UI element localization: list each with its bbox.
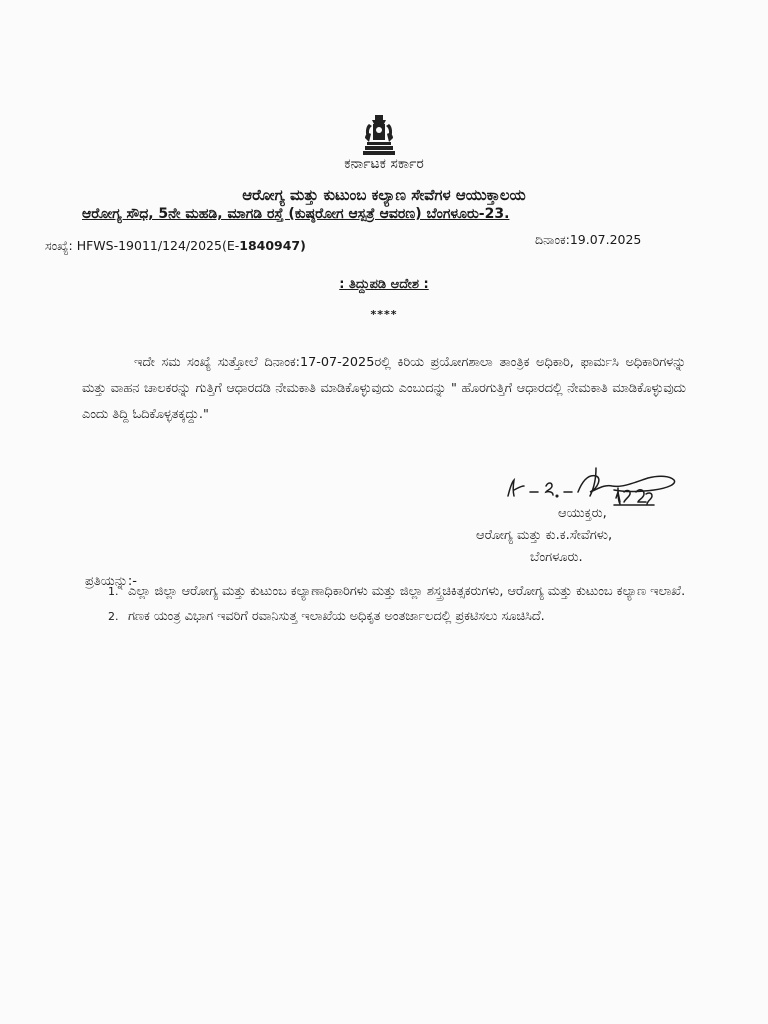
order-title-text: : ತಿದ್ದುಪಡಿ ಆದೇಶ :	[339, 277, 429, 292]
list-item: 1. ಎಲ್ಲಾ ಜಿಲ್ಲಾ ಆರೋಗ್ಯ ಮತ್ತು ಕುಟುಂಬ ಕಲ್ಯಾಣಾಧಿಕಾರಿಗಳು ಮತ್ತು ಜಿಲ್ಲಾ ಶಸ್ತ್ರಚಿಕಿತ್ಸಕರುಗಳು, ಆರೋಗ್ಯ ಮತ್ತು ಕುಟುಂಬ ಕಲ್ಯಾಣ ಇಲಾಖೆ.	[122, 582, 712, 601]
reference-number	[45, 238, 306, 254]
reference-value-bold: 1840947	[239, 238, 301, 253]
government-name: ಕರ್ನಾಟಕ ಸರ್ಕಾರ	[344, 156, 424, 172]
order-body: ಇದೇ ಸಮ ಸಂಖ್ಯೆ ಸುತ್ತೋಲೆ ದಿನಾಂಕ:17-07-2025ರಲ್ಲಿ ಕಿರಿಯ ಪ್ರಯೋಗಶಾಲಾ ತಾಂತ್ರಿಕ ಅಧಿಕಾರಿ, ಫಾರ್ಮಸಿ ಅಧಿಕಾರಿಗಳನ್ನು ಮತ್ತು ವಾಹನ ಚಾಲಕರನ್ನು ಗುತ್ತಿಗೆ ಆಧಾರದಡಿ ನೇಮಕಾತಿ ಮಾಡಿಕೊಳ್ಳುವುದು ಎಂಬುದನ್ನು " ಹೊರಗುತ್ತಿಗೆ ಆಧಾರದಲ್ಲಿ ನೇಮಕಾತಿ ಮಾಡಿಕೊಳ್ಳುವುದು ಎಂದು ತಿದ್ದಿ ಓದಿಕೊಳ್ಳತಕ್ಕದ್ದು."	[82, 354, 686, 422]
reference-label: ಸಂಖ್ಯೆ:	[45, 238, 73, 253]
signatory-office: ಆರೋಗ್ಯ ಮತ್ತು ಕು.ಕ.ಸೇವೆಗಳು,	[476, 528, 613, 543]
list-item: 2. ಗಣಕ ಯಂತ್ರ ವಿಭಾಗ ಇವರಿಗೆ ರವಾನಿಸುತ್ತ ಇಲಾಖೆಯ ಅಧಿಕೃತ ಅಂತರ್ಜಾಲದಲ್ಲಿ ಪ್ರಕಟಿಸಲು ಸೂಚಿಸಿದೆ.	[122, 607, 712, 626]
order-title	[0, 277, 768, 292]
signatory-city: ಬೆಂಗಳೂರು.	[530, 550, 583, 565]
reference-value: HFWS-19011/124/2025(E-	[76, 238, 240, 253]
department-name: ಆರೋಗ್ಯ ಮತ್ತು ಕುಟುಂಬ ಕಲ್ಯಾಣ ಸೇವೆಗಳ ಆಯುಕ್ತಾಲಯ	[242, 186, 526, 204]
date-label: ದಿನಾಂಕ:	[535, 232, 570, 247]
copy-to-list	[100, 582, 712, 632]
order-date	[535, 232, 641, 248]
copy-to-label: ಪ್ರತಿಯನ್ನು:-	[85, 574, 137, 589]
date-value: 19.07.2025	[569, 232, 642, 247]
state-emblem-icon	[355, 112, 403, 158]
signatory-title: ಆಯುಕ್ತರು,	[558, 506, 607, 521]
office-address: ಆರೋಗ್ಯ ಸೌಧ, 5ನೇ ಮಹಡಿ, ಮಾಗಡಿ ರಸ್ತೆ (ಕುಷ್ಠರೋಗ ಆಸ್ಪತ್ರೆ ಆವರಣ) ಬೆಂಗಳೂರು-23.	[82, 206, 510, 222]
reference-close: )	[300, 238, 306, 253]
separator: ****	[370, 308, 398, 321]
